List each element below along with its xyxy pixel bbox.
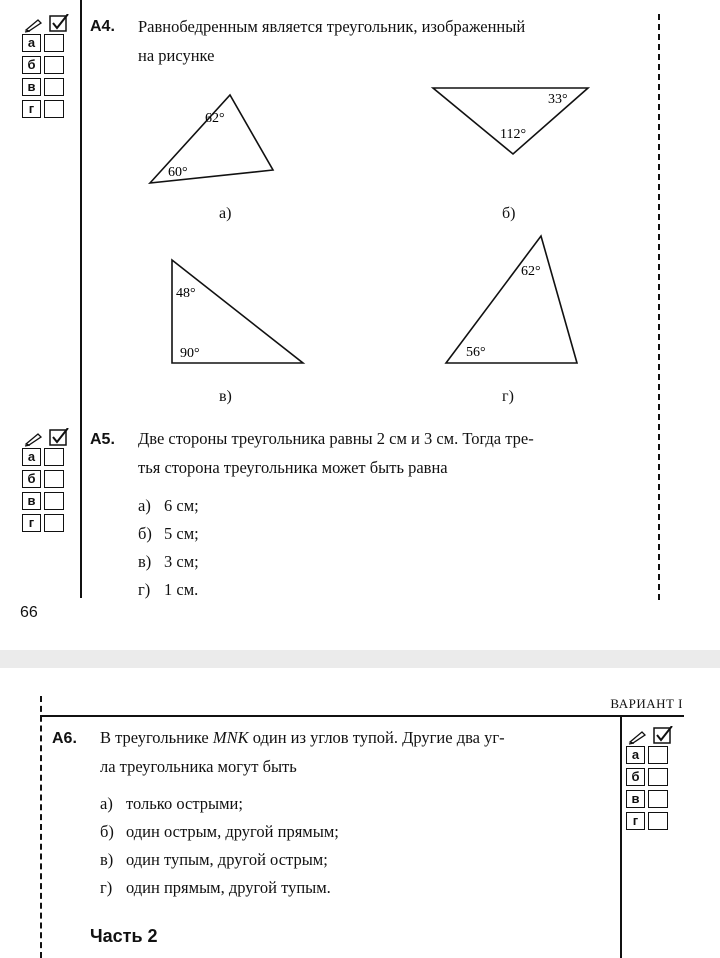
answer-checkbox[interactable]: [44, 448, 64, 466]
answer-row-v[interactable]: [22, 492, 70, 510]
option-text: один тупым, другой острым;: [126, 850, 328, 869]
triangle-g: [446, 236, 577, 363]
a5-text: [138, 424, 653, 482]
a6-answer-box[interactable]: [626, 726, 674, 834]
answer-letter: б: [626, 768, 645, 786]
a6-option-a[interactable]: [100, 794, 243, 814]
answer-letter: а: [22, 34, 41, 52]
a4-number: А4.: [90, 18, 115, 35]
cut-line: [40, 696, 42, 958]
a4-text-line2: на рисунке: [138, 46, 215, 65]
a5-option-b[interactable]: [138, 524, 199, 544]
a6-option-v[interactable]: [100, 850, 328, 870]
figure-label-v: в): [219, 388, 232, 405]
answer-letter: г: [22, 100, 41, 118]
answer-letter: г: [626, 812, 645, 830]
answer-row-a[interactable]: [626, 746, 674, 764]
option-text: только острыми;: [126, 794, 243, 813]
header-rule: [40, 715, 684, 717]
a5-answer-box[interactable]: [22, 428, 70, 536]
a4-text-line1: Равнобедренным является треугольник, изображенный: [138, 17, 526, 36]
a5-option-a[interactable]: [138, 496, 199, 516]
answer-row-b[interactable]: [22, 470, 70, 488]
angle-label: 90°: [180, 346, 200, 361]
angle-label: 60°: [168, 165, 188, 180]
angle-label: 48°: [176, 286, 196, 301]
answer-row-g[interactable]: [626, 812, 674, 830]
variant-header: ВАРИАНТ I: [610, 696, 683, 711]
answer-letter: в: [22, 492, 41, 510]
triangle-b: [433, 88, 588, 154]
option-letter: в): [100, 850, 114, 869]
answer-row-g[interactable]: [22, 514, 70, 532]
answer-letter: б: [22, 470, 41, 488]
option-text: 6 см;: [164, 496, 199, 515]
triangle-v: [172, 260, 303, 363]
answer-checkbox[interactable]: [44, 492, 64, 510]
option-letter: г): [100, 878, 113, 897]
triangle-a: [150, 95, 273, 183]
a6-option-b[interactable]: [100, 822, 339, 842]
figure-label-a: а): [219, 205, 232, 222]
answer-checkbox[interactable]: [648, 812, 668, 830]
angle-label: 62°: [521, 264, 541, 279]
option-letter: а): [100, 794, 113, 813]
answer-letter: а: [626, 746, 645, 764]
angle-label: 33°: [548, 92, 568, 107]
answer-checkbox[interactable]: [44, 470, 64, 488]
figure-label-g: г): [502, 388, 514, 405]
answer-row-a[interactable]: [22, 448, 70, 466]
a6-text-prefix: В треугольнике: [100, 728, 213, 747]
margin-rule: [620, 716, 622, 958]
option-text: один прямым, другой тупым.: [126, 878, 331, 897]
answer-checkbox[interactable]: [648, 768, 668, 786]
option-letter: б): [100, 822, 114, 841]
option-text: 5 см;: [164, 524, 199, 543]
answer-letter: в: [22, 78, 41, 96]
a5-option-v[interactable]: [138, 552, 199, 572]
answer-row-b[interactable]: [626, 768, 674, 786]
a5-number: А5.: [90, 431, 115, 448]
option-letter: а): [138, 496, 151, 515]
angle-label: 62°: [205, 111, 225, 126]
a6-number: А6.: [52, 730, 77, 747]
option-letter: в): [138, 552, 152, 571]
answer-letter: в: [626, 790, 645, 808]
angle-label: 112°: [500, 127, 527, 142]
a6-text-line1: [100, 723, 615, 752]
a6-text-suffix: один из углов тупой. Другие два уг-: [248, 728, 505, 747]
a5-text-line2: тья сторона треугольника может быть равна: [138, 458, 448, 477]
option-text: 1 см.: [164, 580, 199, 599]
option-letter: б): [138, 524, 152, 543]
a6-option-g[interactable]: [100, 878, 331, 898]
a5-text-line1: Две стороны треугольника равны 2 см и 3 см. Тогда тре-: [138, 429, 534, 448]
option-text: 3 см;: [164, 552, 199, 571]
pencil-checkbox-icon: [626, 726, 674, 746]
answer-letter: б: [22, 56, 41, 74]
page-gap: [0, 650, 720, 668]
answer-letter: а: [22, 448, 41, 466]
answer-row-v[interactable]: [626, 790, 674, 808]
a5-option-g[interactable]: [138, 580, 198, 600]
option-text: один острым, другой прямым;: [126, 822, 339, 841]
answer-checkbox[interactable]: [648, 790, 668, 808]
option-letter: г): [138, 580, 151, 599]
angle-label: 56°: [466, 345, 486, 360]
answer-letter: г: [22, 514, 41, 532]
figure-label-b: б): [502, 205, 516, 222]
a6-text: [100, 723, 615, 781]
triangle-name: MNK: [212, 728, 249, 747]
page-variant-1: [0, 668, 720, 958]
answer-checkbox[interactable]: [648, 746, 668, 764]
part-2-title: Часть 2: [90, 926, 158, 946]
page-number: 66: [20, 604, 38, 621]
answer-checkbox[interactable]: [44, 514, 64, 532]
a4-figures: [0, 0, 720, 420]
a6-text-line2: ла треугольника могут быть: [100, 757, 297, 776]
pencil-checkbox-icon: [22, 428, 70, 448]
